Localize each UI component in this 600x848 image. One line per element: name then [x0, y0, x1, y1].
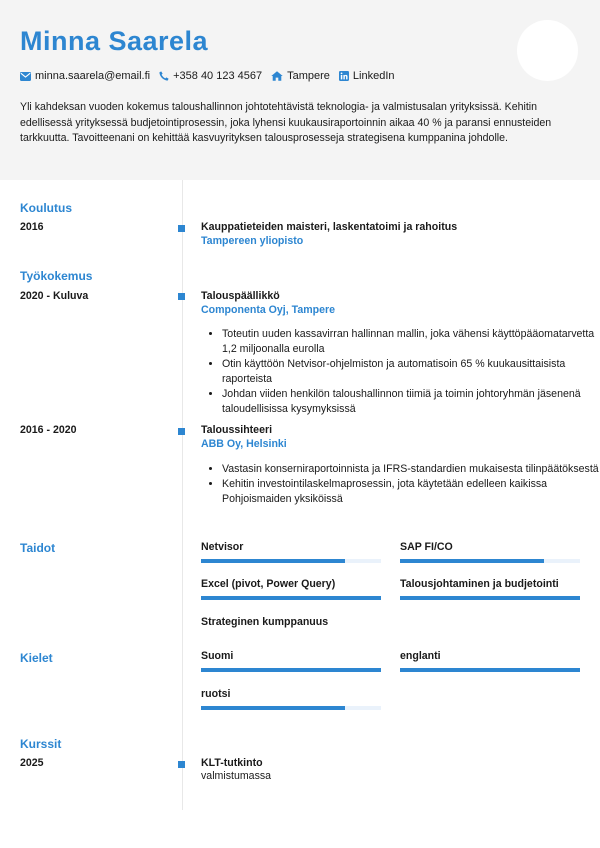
skill-level-fill: [400, 596, 580, 600]
contact-bar: [20, 69, 404, 83]
envelope-icon: [20, 72, 31, 81]
contact-linkedin[interactable]: [339, 70, 395, 82]
language-level-fill: [201, 668, 381, 672]
skill-level-bar: [400, 596, 580, 600]
experience-company: Componenta Oyj, Tampere: [201, 304, 336, 316]
skill-level-fill: [201, 596, 381, 600]
skill-level-bar: [400, 559, 580, 563]
skill-name: Talousjohtaminen ja budjetointi: [400, 578, 559, 590]
education-date: 2016: [20, 221, 44, 233]
skill-name: Excel (pivot, Power Query): [201, 578, 336, 590]
language-level-bar: [400, 668, 580, 672]
skill-level-bar: [201, 596, 381, 600]
phone-text: +358 40 123 4567: [173, 70, 263, 82]
timeline-line: [182, 180, 183, 810]
skill-level-bar: [201, 559, 381, 563]
location-text: Tampere: [287, 70, 330, 82]
experience-bullets: [201, 327, 600, 417]
timeline-marker: [178, 428, 185, 435]
experience-date: 2020 - Kuluva: [20, 290, 89, 302]
timeline-marker: [178, 293, 185, 300]
skill-name: SAP FI/CO: [400, 541, 453, 553]
phone-icon: [159, 71, 169, 81]
bullet-item: • Kehitin investointilaskelmaprosessin, jota käytetään edelleen kaikissa Pohjoismaiden yksiköissä: [222, 477, 600, 507]
education-school: Tampereen yliopisto: [201, 235, 304, 247]
contact-phone[interactable]: [159, 70, 262, 82]
profile-summary: Yli kahdeksan vuoden kokemus taloushallinnon johtotehtävistä teknologia- ja valmistusalan yrityksissä. Kehitin edellisessä yrityksessä budjetointiprosessin, joka lyhensi kuukausiraportoinnin aikaa 40 % ja paransi ennusteiden tarkkuutta. Tavoitteenani on kehittää kasvuyrityksen talousprosesseja strategisena kumppanina johdolle.: [20, 101, 552, 144]
linkedin-icon: [339, 71, 349, 81]
course-date: 2025: [20, 757, 44, 769]
bullet-item: • Johdan viiden henkilön taloushallinnon tiimiä ja toimin johtoryhmän jäsenenä taloudellisissa kysymyksissä: [222, 387, 600, 417]
profile-photo-placeholder: [517, 20, 578, 81]
timeline-marker: [178, 761, 185, 768]
education-degree: Kauppatieteiden maisteri, laskentatoimi ja rahoitus: [201, 221, 458, 233]
language-name: englanti: [400, 650, 441, 662]
language-level-bar: [201, 706, 381, 710]
contact-email[interactable]: [20, 70, 150, 82]
section-title-languages: Kielet: [20, 651, 53, 665]
bullet-item: • Otin käyttöön Netvisor-ohjelmiston ja automatisoin 65 % kuukausittaisista raporteista: [222, 357, 600, 387]
bullet-item: • Vastasin konserniraportoinnista ja IFRS-standardien mukaisesta tilinpäätöksestä: [222, 462, 600, 477]
linkedin-text: LinkedIn: [352, 70, 395, 82]
home-icon: [271, 71, 283, 81]
bullet-item: • Toteutin uuden kassavirran hallinnan mallin, joka vähensi käyttöpääomatarvetta 1,2 miljoonalla eurolla: [222, 327, 600, 357]
section-title-experience: Työkokemus: [20, 269, 93, 283]
section-title-skills: Taidot: [20, 541, 56, 555]
skill-name: Netvisor: [201, 541, 244, 553]
timeline-marker: [178, 225, 185, 232]
experience-bullets: [201, 462, 600, 507]
course-status: valmistumassa: [201, 770, 272, 782]
contact-location: [271, 70, 330, 82]
header-band: [0, 0, 600, 180]
language-name: Suomi: [201, 650, 234, 662]
language-level-bar: [201, 668, 381, 672]
language-level-fill: [201, 706, 345, 710]
skill-level-fill: [400, 559, 544, 563]
language-name: ruotsi: [201, 688, 231, 700]
experience-role: Taloussihteeri: [201, 424, 273, 436]
experience-role: Talouspäällikkö: [201, 290, 280, 302]
course-name: KLT-tutkinto: [201, 757, 263, 769]
experience-date: 2016 - 2020: [20, 424, 77, 436]
candidate-name: Minna Saarela: [20, 26, 209, 56]
skill-level-fill: [201, 559, 345, 563]
experience-company: ABB Oy, Helsinki: [201, 438, 287, 450]
section-title-courses: Kurssit: [20, 737, 62, 751]
section-title-education: Koulutus: [20, 201, 72, 215]
skill-name: Strateginen kumppanuus: [201, 616, 329, 628]
language-level-fill: [400, 668, 580, 672]
email-text: minna.saarela@email.fi: [35, 70, 151, 82]
